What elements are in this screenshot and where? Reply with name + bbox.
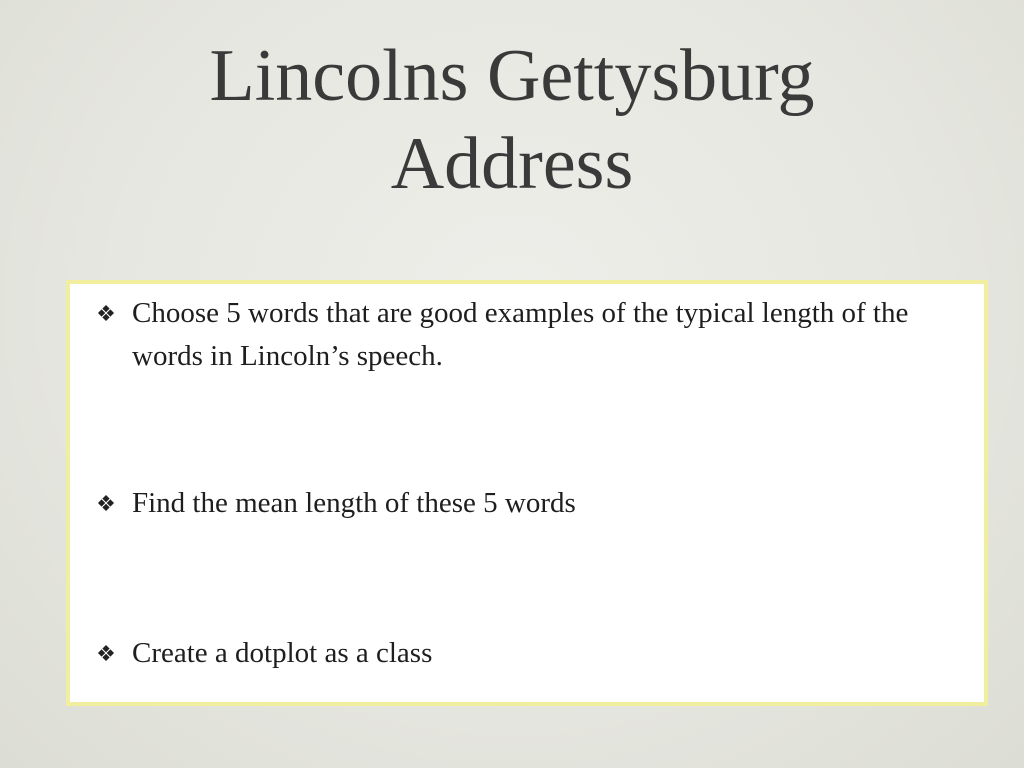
diamond-bullet-icon: ❖ — [96, 641, 116, 666]
content-box — [66, 280, 988, 706]
bullet-item-3 — [80, 632, 960, 675]
slide-title-line-1: Lincolns Gettysburg — [209, 35, 815, 117]
slide-title — [0, 32, 1024, 208]
bullet-item-1 — [80, 292, 960, 378]
bullet-text-2: Find the mean length of these 5 words — [132, 487, 576, 519]
slide-title-line-2: Address — [390, 123, 634, 205]
diamond-bullet-icon: ❖ — [96, 491, 116, 516]
bullet-item-2 — [80, 482, 960, 525]
bullet-text-1: Choose 5 words that are good examples of the typical length of the words in Lincoln’s speech. — [132, 297, 909, 372]
bullet-text-3: Create a dotplot as a class — [132, 637, 433, 669]
diamond-bullet-icon: ❖ — [96, 301, 116, 326]
